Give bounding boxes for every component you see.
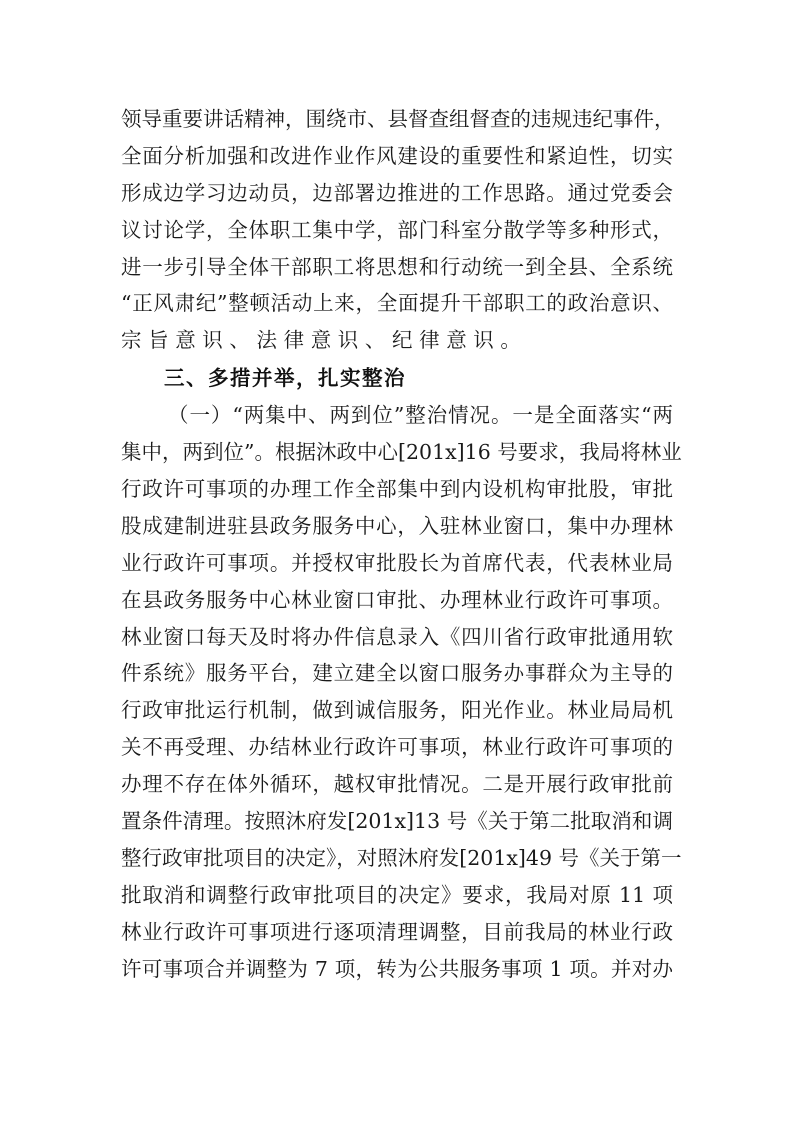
document-page <box>121 101 682 987</box>
text-line: 宗旨意识、法律意识、纪律意识。 <box>121 328 528 353</box>
text-line: 办理不存在体外循环，越权审批情况。二是开展行政审批前 <box>121 772 673 797</box>
text-line: 集中，两到位”。根据沐政中心[201x]16 号要求，我局将林业 <box>121 440 682 465</box>
text-line: 行政许可事项的办理工作全部集中到内设机构审批股，审批 <box>121 477 673 502</box>
paragraph-two-centralizations <box>121 397 682 987</box>
text-line: 林业窗口每天及时将办件信息录入《四川省行政审批通用软 <box>121 624 673 649</box>
text-line: 议讨论学，全体职工集中学，部门科室分散学等多种形式， <box>121 217 673 242</box>
text-line: 林业行政许可事项进行逐项清理调整，目前我局的林业行政 <box>121 919 673 944</box>
section-heading: 三、多措并举，扎实整治 <box>164 366 406 391</box>
text-line: 股成建制进驻县政务服务中心，入驻林业窗口，集中办理林 <box>121 513 673 538</box>
paragraph-study-awareness <box>121 101 673 359</box>
text-line: 置条件清理。按照沐府发[201x]13 号《关于第二批取消和调 <box>121 809 673 834</box>
text-line: 关不再受理、办结林业行政许可事项，林业行政许可事项的 <box>121 735 673 760</box>
text-line: 全面分析加强和改进作业作风建设的重要性和紧迫性，切实 <box>121 143 673 168</box>
text-line: 领导重要讲话精神，围绕市、县督查组督查的违规违纪事件， <box>121 107 675 131</box>
text-line: 进一步引导全体干部职工将思想和行动统一到全县、全系统 <box>121 254 673 279</box>
text-line: 许可事项合并调整为 7 项，转为公共服务事项 1 项。并对办 <box>121 956 673 981</box>
subsection-lead-line: （一）“两集中、两到位”整治情况。一是全面落实“两 <box>168 403 673 428</box>
text-line: 形成边学习边动员，边部署边推进的工作思路。通过党委会 <box>121 180 673 205</box>
text-line: 整行政审批项目的决定》，对照沐府发[201x]49 号《关于第一 <box>121 845 682 870</box>
text-line: 在县政务服务中心林业窗口审批、办理林业行政许可事项。 <box>121 587 673 612</box>
text-line: “正风肃纪”整顿活动上来，全面提升干部职工的政治意识、 <box>121 291 673 316</box>
text-line: 件系统》服务平台，建立建全以窗口服务办事群众为主导的 <box>121 661 673 686</box>
text-line: 业行政许可事项。并授权审批股长为首席代表，代表林业局 <box>121 550 673 575</box>
text-line: 行政审批运行机制，做到诚信服务，阳光作业。林业局局机 <box>121 698 673 723</box>
text-line: 批取消和调整行政审批项目的决定》要求，我局对原 11 项 <box>121 882 673 907</box>
